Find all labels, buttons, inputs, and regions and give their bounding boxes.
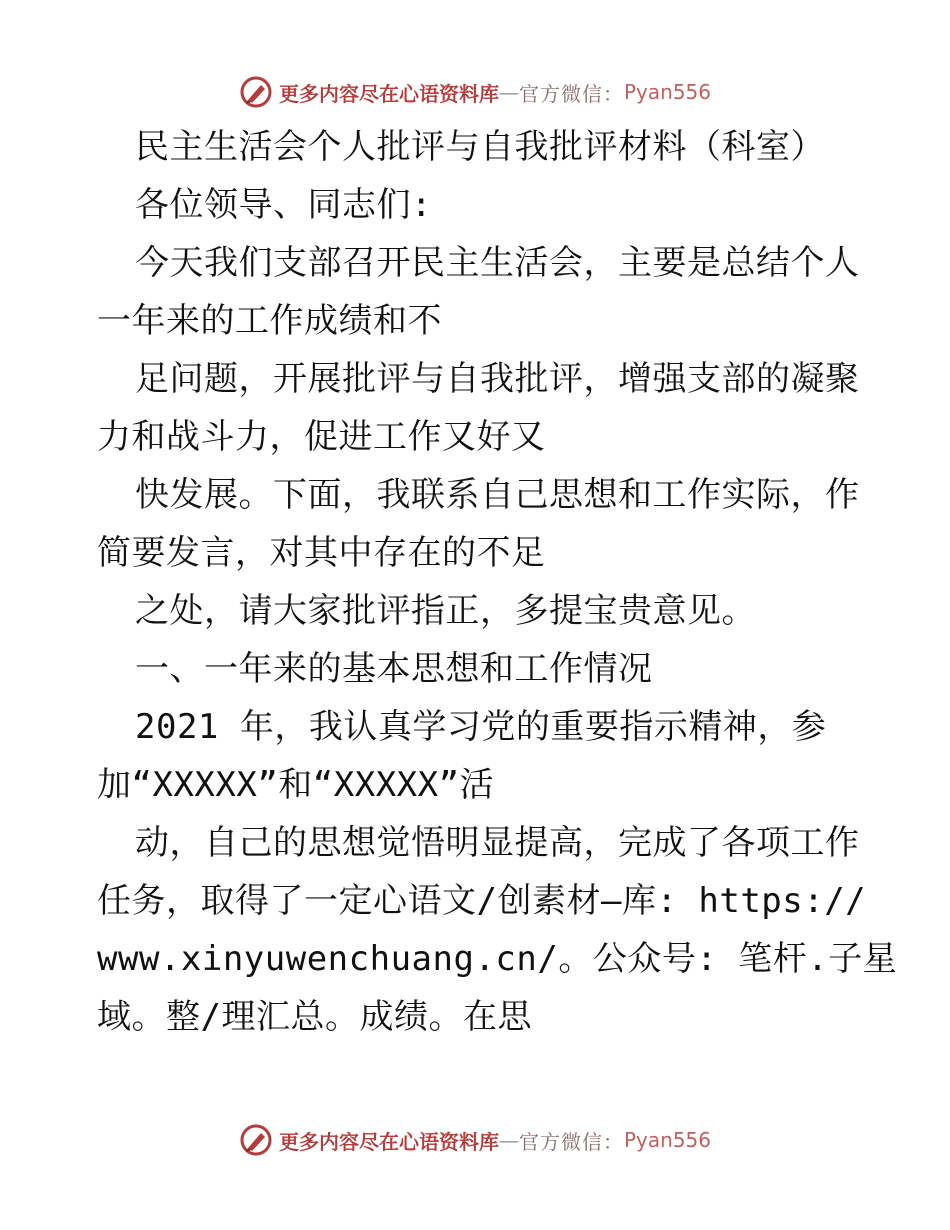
pen-logo-icon	[239, 1123, 273, 1157]
salutation: 各位领导、同志们:	[135, 185, 432, 225]
paragraph-line: 加“XXXXX”和“XXXXX”活	[97, 765, 495, 805]
banner-title: 更多内容尽在心语资料库	[278, 1129, 499, 1154]
document-body	[97, 118, 898, 1046]
paragraph-line: 任务，取得了一定心语文/创素材—库: https://	[97, 881, 867, 921]
banner-wechat-label: 官方微信：	[518, 1129, 624, 1154]
paragraph-line: 力和战斗力，促进工作又好又	[97, 417, 546, 457]
banner-wechat-handle: Pyan556	[623, 1128, 711, 1152]
banner-dash: —	[498, 80, 519, 104]
header-banner	[0, 72, 950, 112]
paragraph-line: 一年来的工作成绩和不	[97, 301, 442, 341]
paragraph-line: 今天我们支部召开民主生活会，主要是总结个人	[135, 243, 860, 283]
paragraph-line: 足问题，开展批评与自我批评，增强支部的凝聚	[135, 359, 860, 399]
banner-wechat-handle: Pyan556	[623, 80, 711, 104]
paragraph-line: 2021 年，我认真学习党的重要指示精神，参	[135, 707, 827, 747]
paragraph-line: 域。整/理汇总。成绩。在思	[97, 997, 532, 1037]
section-heading: 一、一年来的基本思想和工作情况	[135, 649, 653, 689]
banner-dash: —	[498, 1128, 519, 1152]
banner-title: 更多内容尽在心语资料库	[278, 81, 499, 106]
document-title: 民主生活会个人批评与自我批评材料（科室）	[135, 127, 825, 167]
paragraph-line: 简要发言，对其中存在的不足	[97, 533, 546, 573]
paragraph-line: 之处，请大家批评指正，多提宝贵意见。	[135, 591, 756, 631]
pen-logo-icon	[239, 75, 273, 109]
paragraph-line: 动，自己的思想觉悟明显提高，完成了各项工作	[135, 823, 860, 863]
paragraph-line: 快发展。下面，我联系自己思想和工作实际，作	[135, 475, 860, 515]
banner-wechat-label: 官方微信：	[518, 81, 624, 106]
paragraph-line: www.xinyuwenchuang.cn/。公众号: 笔杆.子星	[97, 939, 898, 979]
footer-banner	[0, 1120, 950, 1160]
